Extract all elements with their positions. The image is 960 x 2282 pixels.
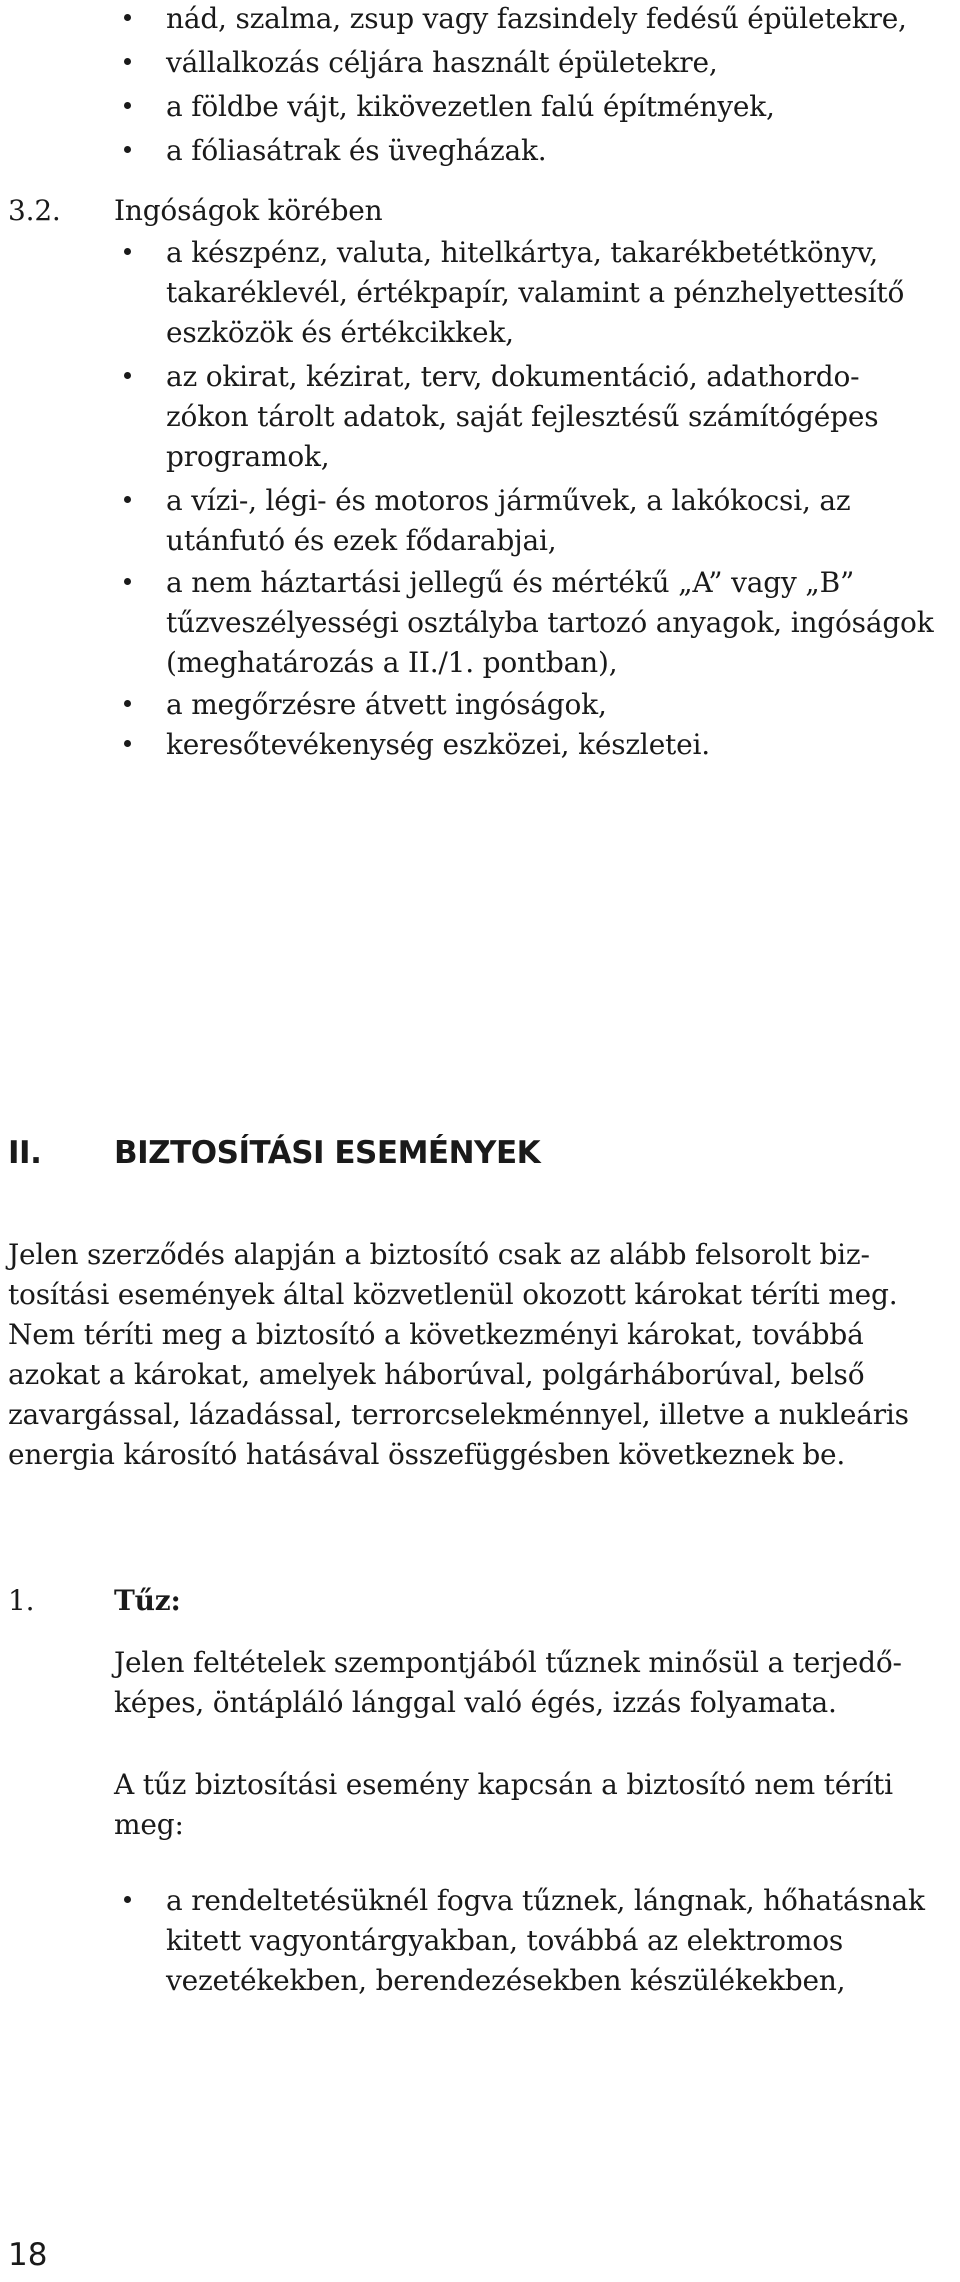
paragraph-line: meg: <box>114 1808 184 1841</box>
list-item: a földbe vájt, kikövezetlen falú építmények, <box>166 90 775 123</box>
bullet-icon <box>124 14 131 21</box>
page-number: 18 <box>8 2237 48 2273</box>
list-item-line: kitett vagyontárgyakban, továbbá az elektromos <box>166 1924 844 1957</box>
list-item-line: a rendeltetésüknél fogva tűznek, lángnak, hőhatásnak <box>166 1884 925 1917</box>
section-title: Ingóságok körében <box>114 194 383 227</box>
list-item: nád, szalma, zsup vagy fazsindely fedésű épületekre, <box>166 2 907 35</box>
bullet-icon <box>124 248 131 255</box>
list-item: vállalkozás céljára használt épületekre, <box>166 46 718 79</box>
paragraph-line: Jelen feltételek szempontjából tűznek minősül a terjedő- <box>114 1646 902 1679</box>
list-item-line: a vízi-, légi- és motoros járművek, a lakókocsi, az <box>166 484 851 517</box>
paragraph-line: zavargással, lázadással, terrorcselekménnyel, illetve a nukleáris <box>8 1398 909 1431</box>
bullet-icon <box>124 372 131 379</box>
bullet-icon <box>124 1896 131 1903</box>
list-item-line: (meghatározás a II./1. pontban), <box>166 646 618 679</box>
paragraph-line: energia károsító hatásával összefüggésben következnek be. <box>8 1438 846 1471</box>
chapter-number: II. <box>8 1135 42 1171</box>
list-item-line: programok, <box>166 440 330 473</box>
bullet-icon <box>124 700 131 707</box>
list-item-line: utánfutó és ezek fődarabjai, <box>166 524 557 557</box>
list-item-line: takaréklevél, értékpapír, valamint a pénzhelyettesítő <box>166 276 905 309</box>
list-item-line: keresőtevékenység eszközei, készletei. <box>166 728 710 761</box>
list-item: a fóliasátrak és üvegházak. <box>166 134 547 167</box>
fire-section-title: Tűz: <box>114 1584 181 1617</box>
list-item-line: zókon tárolt adatok, saját fejlesztésű számítógépes <box>166 400 879 433</box>
paragraph-line: tosítási események által közvetlenül okozott károkat téríti meg. <box>8 1278 898 1311</box>
list-item-line: vezetékekben, berendezésekben készülékekben, <box>166 1964 846 1997</box>
fire-section-number: 1. <box>8 1584 35 1617</box>
section-number: 3.2. <box>8 194 61 227</box>
list-item-line: eszközök és értékcikkek, <box>166 316 514 349</box>
list-item-line: a nem háztartási jellegű és mértékű „A” vagy „B” <box>166 566 855 599</box>
bullet-icon <box>124 578 131 585</box>
paragraph-line: képes, öntápláló lánggal való égés, izzás folyamata. <box>114 1686 837 1719</box>
list-item-line: a megőrzésre átvett ingóságok, <box>166 688 607 721</box>
bullet-icon <box>124 102 131 109</box>
list-item-line: az okirat, kézirat, terv, dokumentáció, adathordo- <box>166 360 860 393</box>
chapter-title: BIZTOSÍTÁSI ESEMÉNYEK <box>114 1135 541 1171</box>
paragraph-line: A tűz biztosítási esemény kapcsán a biztosító nem téríti <box>114 1768 893 1801</box>
paragraph-line: Jelen szerződés alapján a biztosító csak az alább felsorolt biz- <box>8 1238 870 1271</box>
paragraph-line: azokat a károkat, amelyek háborúval, polgárháborúval, belső <box>8 1358 865 1391</box>
paragraph-line: Nem téríti meg a biztosító a következményi károkat, továbbá <box>8 1318 864 1351</box>
list-item-line: a készpénz, valuta, hitelkártya, takarékbetétkönyv, <box>166 236 878 269</box>
bullet-icon <box>124 740 131 747</box>
bullet-icon <box>124 58 131 65</box>
list-item-line: tűzveszélyességi osztályba tartozó anyagok, ingóságok <box>166 606 934 639</box>
bullet-icon <box>124 496 131 503</box>
bullet-icon <box>124 146 131 153</box>
